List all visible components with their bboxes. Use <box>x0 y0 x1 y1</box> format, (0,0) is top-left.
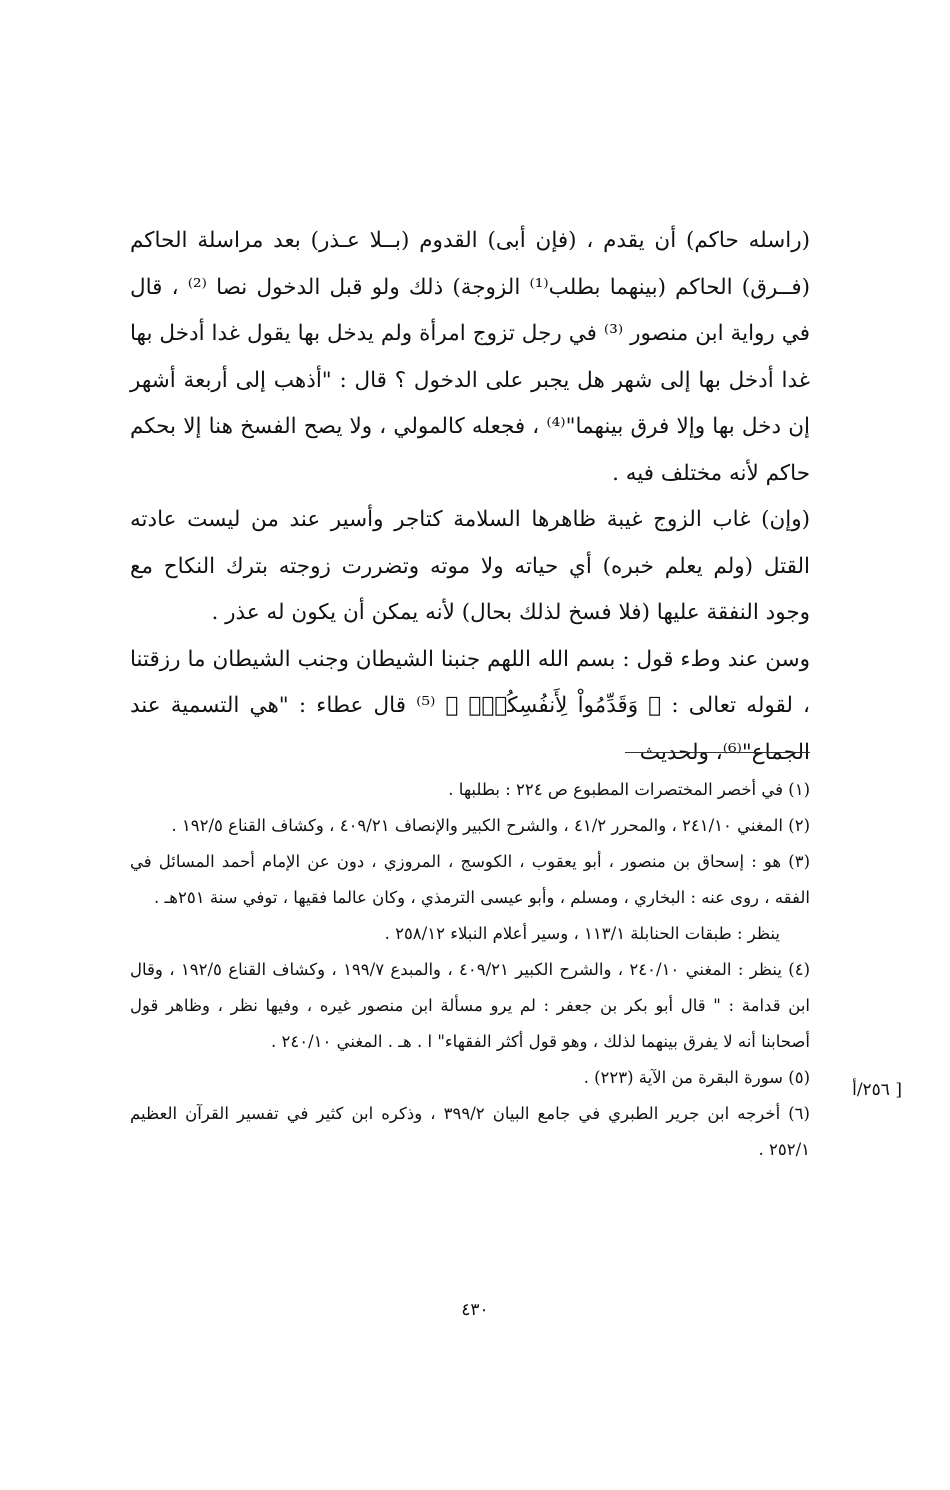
footnote: (٢) المغني ٢٤١/١٠ ، والمحرر ٤١/٢ ، والشرح الكبير والإنصاف ٤٠٩/٢١ ، وكشاف القناع ١٩٢/٥ . <box>171 816 810 835</box>
footnote: (٤) ينظر : المغني ٢٤٠/١٠ ، والشرح الكبير ٤٠٩/٢١ ، والمبدع ١٩٩/٧ ، وكشاف القناع ١٩٢/٥ ، وقال ابن قدامة : " قال أبو بكر بن جعفر : لم يرو مسألة ابن منصور غيره ، وفيها نظر ، وظاهر قول أصحابنا أنه لا يفرق بينهما لذلك ، وهو قول أكثر الفقهاء" ا . هـ . المغني ٢٤٠/١٠ . <box>130 960 811 1051</box>
footnote: (٥) سورة البقرة من الآية (٢٢٣) . <box>583 1068 810 1087</box>
footnote: (١) في أخصر المختصرات المطبوع ص ٢٢٤ : بطلبها . <box>448 780 810 799</box>
footnote-divider <box>625 752 810 753</box>
main-text <box>130 218 810 776</box>
footnote: (٣) هو : إسحاق بن منصور ، أبو يعقوب ، الكوسج ، المروزي ، دون عن الإمام أحمد المسائل في الفقه ، روى عنه : البخاري ، ومسلم ، وأبو عيسى الترمذي ، وكان عالما فقيها ، توفي سنة ٢٥١هـ . <box>130 852 810 907</box>
paragraph: (وإن) غاب الزوج غيبة ظاهرها السلامة كتاجر وأسير عند من ليست عادته القتل (ولم يعلم خبره) أي حياته ولا موته وتضررت زوجته بترك النكاح مع وجود النفقة عليها (فلا فسخ لذلك بحال) لأنه يمكن أن يكون له عذر . <box>130 507 810 625</box>
footnotes <box>130 772 810 1168</box>
footnote: ينظر : طبقات الحنابلة ١١٣/١ ، وسير أعلام النبلاء ٢٥٨/١٢ . <box>384 924 780 943</box>
manuscript-folio-marker: [ ٢٥٦/أ <box>852 1080 902 1100</box>
page-number: ٤٣٠ <box>461 1300 489 1320</box>
footnote: (٦) أخرجه ابن جرير الطبري في جامع البيان ٣٩٩/٢ ، وذكره ابن كثير في تفسير القرآن العظيم ٢٥٢/١ . <box>130 1104 810 1159</box>
paragraph: (راسله حاكم) أن يقدم ، (فإن أبى) القدوم (بــلا عـذر) بعد مراسلة الحاكم (فــرق) الحاكم (بينهما بطلب⁽¹⁾ الزوجة) ذلك ولو قبل الدخول نصا ⁽²⁾ ، قال في رواية ابن منصور ⁽³⁾ في رجل تزوج امرأة ولم يدخل بها يقول غدا أدخل بها غدا أدخل بها إلى شهر هل يجبر على الدخول ؟ قال : "أذهب إلى أربعة أشهر إن دخل بها وإلا فرق بينهما"⁽⁴⁾ ، فجعله كالمولي ، ولا يصح الفسخ هنا إلا بحكم حاكم لأنه مختلف فيه . <box>130 228 810 486</box>
paragraph: وسن عند وطء قول : بسم الله اللهم جنبنا الشيطان وجنب الشيطان ما رزقتنا ، لقوله تعالى : ﴿ وَقَدِّمُواْ لِأَنفُسِكُمۡۚ ﴾ ⁽⁵⁾ قال عطاء : "هي التسمية عند الجماع"⁽⁶⁾، ولحديث <box>130 646 810 765</box>
